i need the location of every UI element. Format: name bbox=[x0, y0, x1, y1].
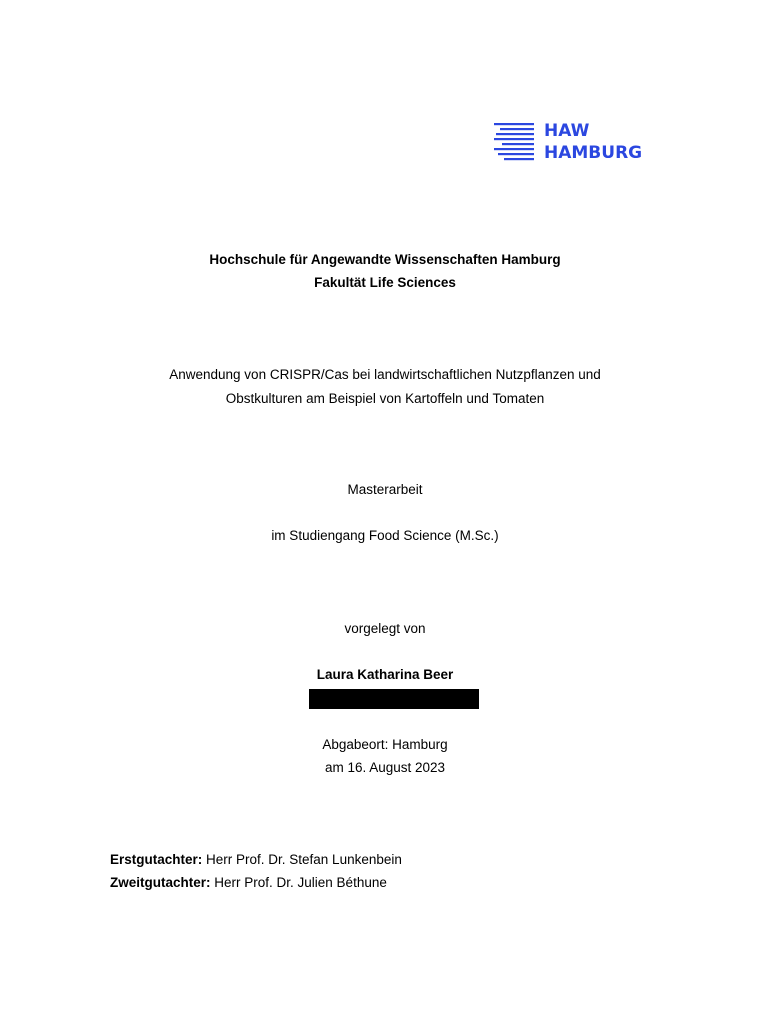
logo-line2: HAMBURG bbox=[544, 143, 643, 163]
thesis-title-line2: Obstkulturen am Beispiel von Kartoffeln und Tomaten bbox=[225, 391, 545, 406]
redaction-bar bbox=[309, 689, 479, 709]
author-name: Laura Katharina Beer bbox=[316, 667, 454, 682]
submission-date: am 16. August 2023 bbox=[324, 760, 446, 775]
first-examiner-name: Herr Prof. Dr. Stefan Lunkenbein bbox=[202, 852, 402, 867]
submitted-by-label: vorgelegt von bbox=[344, 621, 426, 636]
thesis-type: Masterarbeit bbox=[347, 482, 423, 497]
second-examiner bbox=[110, 875, 387, 891]
second-examiner-role: Zweitgutachter: bbox=[110, 875, 211, 890]
first-examiner-role: Erstgutachter: bbox=[110, 852, 203, 867]
faculty-name: Fakultät Life Sciences bbox=[314, 275, 456, 290]
thesis-title-line1: Anwendung von CRISPR/Cas bei landwirtschaftlichen Nutzpflanzen und bbox=[169, 367, 601, 382]
logo-line1: HAW bbox=[544, 121, 590, 141]
haw-hamburg-logo bbox=[492, 120, 662, 166]
first-examiner bbox=[110, 852, 402, 868]
haw-hamburg-logo-graphic bbox=[492, 120, 662, 166]
second-examiner-name: Herr Prof. Dr. Julien Béthune bbox=[210, 875, 387, 890]
study-program: im Studiengang Food Science (M.Sc.) bbox=[271, 528, 499, 543]
university-name: Hochschule für Angewandte Wissenschaften Hamburg bbox=[209, 252, 561, 267]
submission-place: Abgabeort: Hamburg bbox=[322, 737, 448, 752]
